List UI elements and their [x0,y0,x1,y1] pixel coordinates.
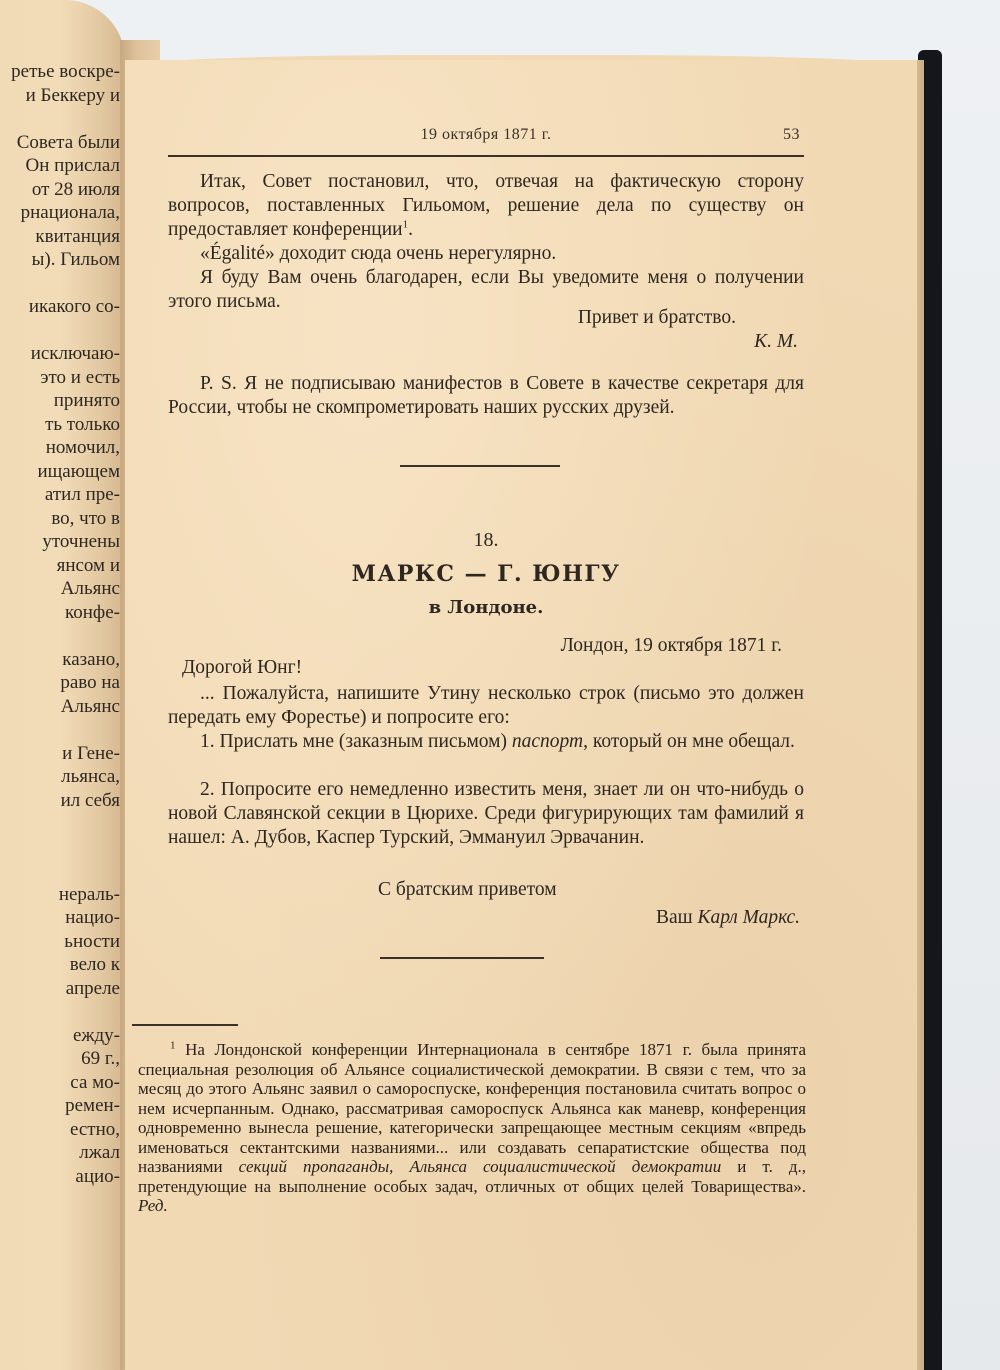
running-head [168,126,804,150]
left-page-line: во, что в [51,507,120,529]
footnote-rule [132,1024,238,1026]
letter-title: МАРКС — Г. ЮНГУ [351,561,621,587]
footnote-marker: 1 [402,218,409,231]
left-page-line [0,319,120,343]
left-page-line: са мо- [70,1071,120,1093]
left-page-line: нераль- [58,883,120,905]
place-date: Лондон, 19 октября 1871 г. [560,635,782,656]
left-page-line [0,718,120,742]
left-page-line: раво на [60,672,120,693]
signature: Ваш Карл Маркс. [655,907,800,928]
left-page-line: номочил, [45,437,120,458]
page-number: 53 [783,126,800,143]
left-page-line: вело к [69,954,120,975]
paragraph: ... Пожалуйста, напишите Утину несколько строк (письмо это должен передать ему Форестье) и попросите его: [168,683,804,728]
left-page-line [0,107,120,131]
closing: Привет и братство. [577,307,736,328]
list-item: 1. Прислать мне (заказным письмом) паспорт, который он мне обещал. [200,731,795,752]
left-page-line: это и есть [40,366,120,388]
left-page-line: естно, [69,1118,120,1140]
left-page-line: атил пре- [44,484,120,505]
left-page-line [0,859,120,883]
left-page-line: ьности [64,930,120,952]
left-page-line: от 28 июля [31,178,120,200]
left-page-line: и Гене- [62,742,120,764]
section-divider [400,465,560,467]
paragraph: Итак, Совет постановил, что, отвечая на фактическую сторону вопросов, поставленных Гильомом, решение дела по существу он предоставляет конференции$^1$. [168,171,804,240]
left-page-line: исключаю- [30,343,120,364]
left-page-line: ы). Гильом [31,249,120,270]
left-page-line: апреле [65,977,120,999]
header-rule [168,155,804,157]
left-page-line [0,1000,120,1024]
left-page-line: ил себя [60,789,120,811]
left-page-line: уточнены [42,531,120,552]
section-divider [380,957,544,959]
paragraph: Я буду Вам очень благодарен, если Вы уведомите меня о получении этого письма. [168,267,804,312]
signature: К. М. [754,331,798,352]
left-page-line: янсом и [56,554,120,576]
left-page-line: Альянс [60,695,120,717]
left-page-line: принято [53,390,120,411]
list-item: 2. Попросите его немедленно известить меня, знает ли он что-нибудь о новой Славянской секции в Цюрихе. Среди фигурирующих там фамилий я нашел: А. Дубов, Каспер Турский, Эммануил Эрвачанин. [168,779,804,848]
closing: С братским приветом [378,879,557,900]
left-page-line: квитанция [35,225,120,247]
letter-subtitle: в Лондоне. [428,597,544,618]
salutation: Дорогой Юнг! [182,657,303,678]
running-head-title: 19 октября 1871 г. [420,126,552,143]
left-page-line [0,812,120,836]
letter-number: 18. [473,529,499,551]
paragraph: «Égalité» доходит сюда очень нерегулярно. [200,243,557,264]
left-page-line [0,624,120,648]
left-page-line [0,836,120,860]
left-page-line: казано, [62,648,120,670]
left-page-line: икакого со- [28,296,120,317]
postscript: P. S. Я не подписываю манифестов в Совете в качестве секретаря для России, чтобы не скомпрометировать наших русских друзей. [168,373,804,418]
left-page-line: ретье воскре- [11,61,120,82]
left-page-line: нацио- [65,907,120,928]
left-page-text [0,60,120,1188]
left-page-line: Совета были [16,131,120,153]
left-page-line: ищающем [37,460,120,482]
left-page-line [0,272,120,296]
left-page-line: Альянс [60,578,120,599]
left-page-line: ремен- [65,1095,120,1116]
left-page-line: и Беккеру и [25,84,120,106]
left-page-line: ежду- [72,1024,120,1046]
left-page-line: ть только [45,413,120,435]
left-page-line: рнационала, [20,202,120,223]
footnote: $^1$ На Лондонской конференции Интернационала в сентябре 1871 г. была принята специальная резолюция об Альянсе социалистической демократии. В связи с тем, что за месяц до этого Альянс заявил о самороспуске, конференция постановила считать вопрос о нем исчерпанным. Однако, рассматривая самороспуск Альянса как маневр, конференция одновременно вынесла решение, категорически запрещающее местным секциям «впредь именоваться сектантскими названиями... или создавать сепаратистские общества под названиями секций пропаганды, Альянса социалистической демократии и т. д., претендующие на выполнение особых задач, отличных от общих целей Товарищества». Ред. [138,1039,807,1215]
left-page-line: ацио- [75,1165,120,1187]
left-page-line: конфе- [64,601,120,623]
left-page-line: льянса, [61,766,120,787]
left-page-line: 69 г., [81,1048,120,1069]
left-page-line: Он прислал [25,155,120,176]
left-page-line: лжал [79,1142,120,1163]
